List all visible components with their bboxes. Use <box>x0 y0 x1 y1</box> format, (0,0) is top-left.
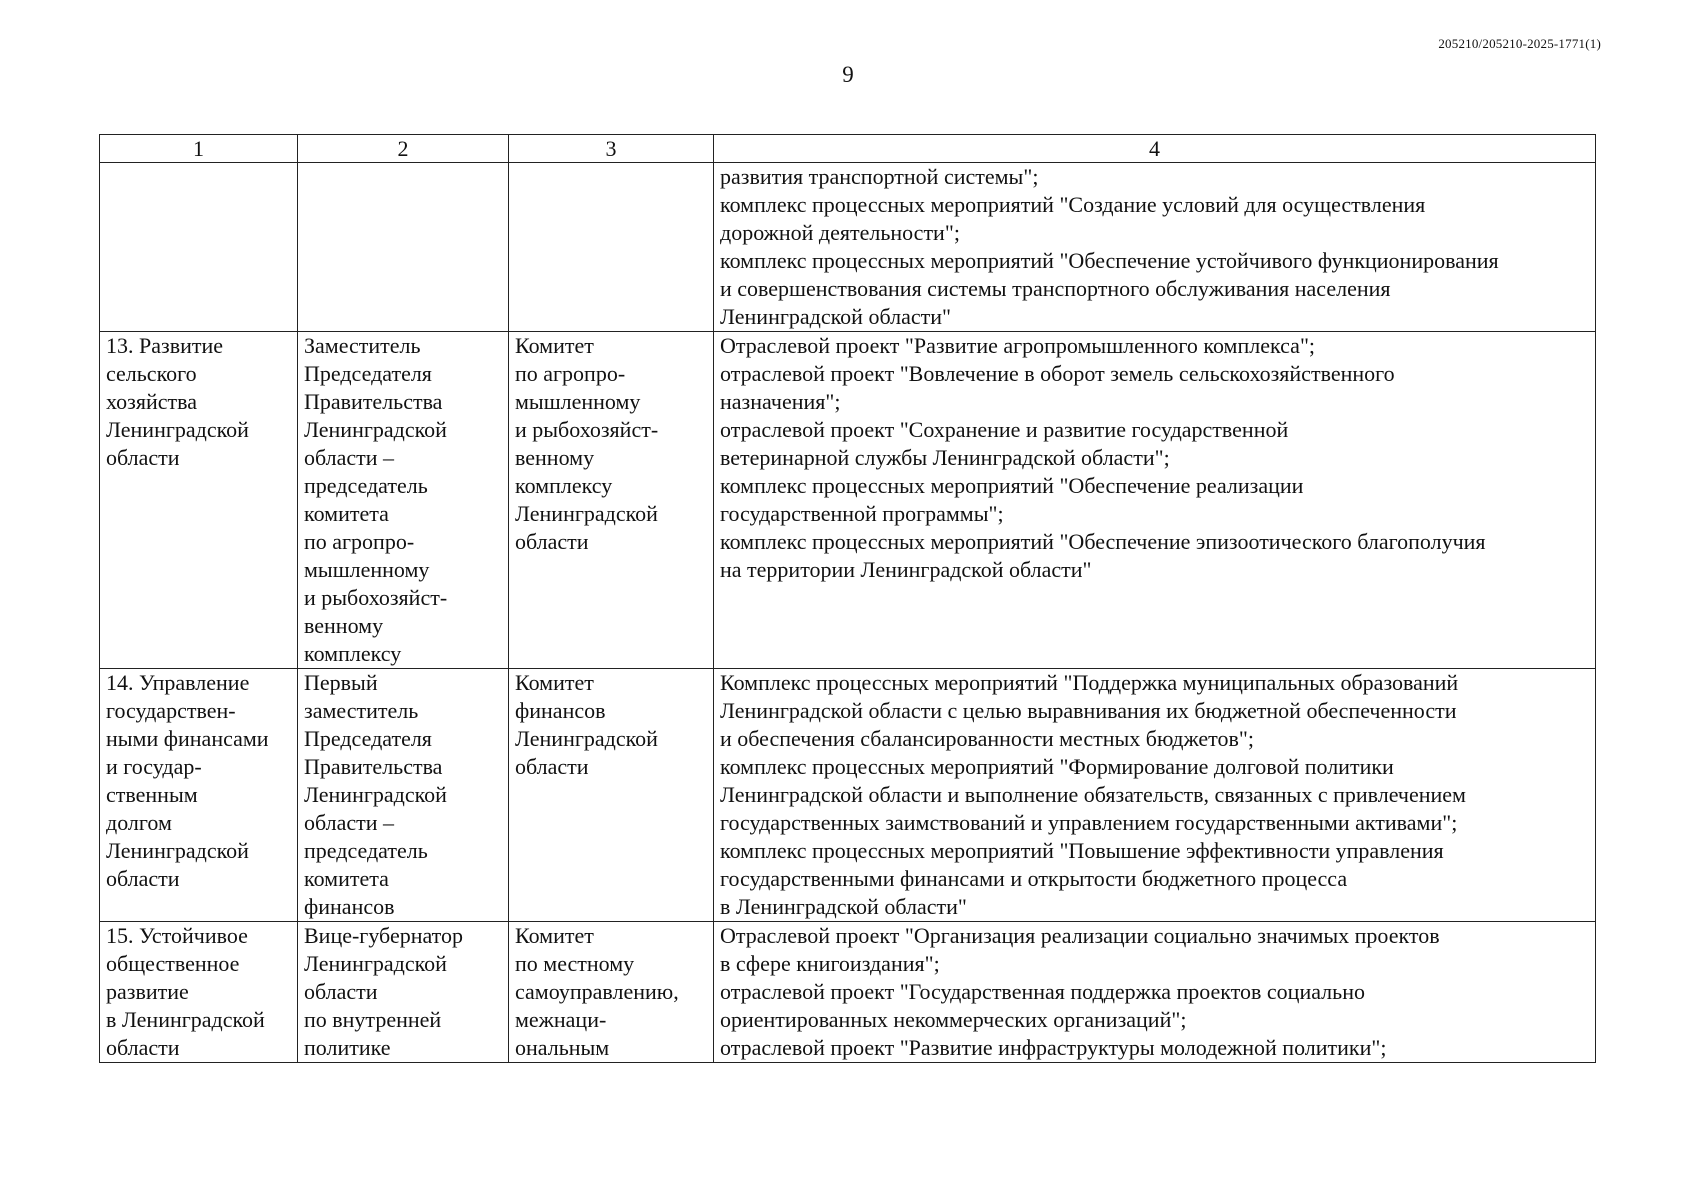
cell-text-line: Ленинградской <box>304 782 447 807</box>
executor-cell <box>509 332 714 669</box>
cell-text-line: Правительства <box>304 389 443 414</box>
cell-text-line: Отраслевой проект "Развитие агропромышленного комплекса"; <box>720 333 1316 358</box>
cell-text-line: отраслевой проект "Государственная поддержка проектов социально <box>720 979 1365 1004</box>
program-name-cell <box>100 163 298 332</box>
cell-text-line: области – <box>304 445 395 470</box>
cell-text-line: и государ- <box>106 754 202 779</box>
page-number: 9 <box>842 62 854 87</box>
cell-text-line: Ленинградской области" <box>720 304 951 329</box>
cell-text-line: Комитет <box>515 923 594 948</box>
cell-text-line: Комитет <box>515 333 594 358</box>
table-row <box>100 163 1596 332</box>
cell-text-line: ветеринарной службы Ленинградской области"; <box>720 445 1170 470</box>
cell-text-line: Председателя <box>304 726 432 751</box>
cell-text-line: сельского <box>106 361 197 386</box>
cell-text-line: области <box>304 979 378 1004</box>
table-body <box>100 163 1596 1063</box>
programs-table <box>99 134 1596 1063</box>
cell-text-line: Ленинградской <box>304 951 447 976</box>
cell-text-line: Ленинградской <box>304 417 447 442</box>
column-header-2: 2 <box>298 135 509 163</box>
cell-text-line: по внутренней <box>304 1007 442 1032</box>
cell-text-line: в Ленинградской области" <box>720 894 967 919</box>
cell-text-line: дорожной деятельности"; <box>720 220 960 245</box>
cell-text-line: области <box>515 529 589 554</box>
cell-text-line: отраслевой проект "Развитие инфраструктуры молодежной политики"; <box>720 1035 1387 1060</box>
cell-text-line: Комитет <box>515 670 594 695</box>
cell-text-line: в сфере книгоиздания"; <box>720 951 940 976</box>
cell-text-line: на территории Ленинградской области" <box>720 557 1092 582</box>
cell-text-line: государственными финансами и открытости бюджетного процесса <box>720 866 1348 891</box>
cell-text-line: мышленному <box>304 557 430 582</box>
cell-text-line: развитие <box>106 979 189 1004</box>
column-header-1: 1 <box>100 135 298 163</box>
cell-text-line: комплекс процессных мероприятий "Создание условий для осуществления <box>720 192 1426 217</box>
cell-text-line: венному <box>304 613 384 638</box>
cell-text-line: мышленному <box>515 389 641 414</box>
cell-text-line: венному <box>515 445 595 470</box>
cell-text-line: Ленинградской <box>106 838 249 863</box>
cell-text-line: и рыбохозяйст- <box>304 585 448 610</box>
cell-text-line: ональным <box>515 1035 610 1060</box>
cell-text-line: 15. Устойчивое <box>106 923 248 948</box>
cell-text-line: области <box>515 754 589 779</box>
cell-text-line: заместитель <box>304 698 419 723</box>
column-header-4: 4 <box>714 135 1596 163</box>
cell-text-line: отраслевой проект "Сохранение и развитие государственной <box>720 417 1289 442</box>
structural-elements-cell <box>714 163 1596 332</box>
column-header-3: 3 <box>509 135 714 163</box>
cell-text-line: и совершенствования системы транспортного обслуживания населения <box>720 276 1391 301</box>
cell-text-line: комплексу <box>304 641 402 666</box>
cell-text-line: Ленинградской области и выполнение обязательств, связанных с привлечением <box>720 782 1466 807</box>
cell-text-line: межнаци- <box>515 1007 607 1032</box>
cell-text-line: области <box>106 1035 180 1060</box>
cell-text-line: по местному <box>515 951 635 976</box>
executor-cell <box>509 163 714 332</box>
cell-text-line: ными финансами <box>106 726 269 751</box>
cell-text-line: комплекс процессных мероприятий "Формирование долговой политики <box>720 754 1394 779</box>
cell-text-line: Председателя <box>304 361 432 386</box>
cell-text-line: председатель <box>304 838 428 863</box>
cell-text-line: комплексу <box>515 473 613 498</box>
cell-text-line: Ленинградской <box>515 501 658 526</box>
cell-text-line: Ленинградской <box>106 417 249 442</box>
cell-text-line: Отраслевой проект "Организация реализации социально значимых проектов <box>720 923 1440 948</box>
structural-elements-cell <box>714 922 1596 1063</box>
cell-text-line: области – <box>304 810 395 835</box>
cell-text-line: и обеспечения сбалансированности местных бюджетов"; <box>720 726 1254 751</box>
cell-text-line: хозяйства <box>106 389 197 414</box>
cell-text-line: Вице-губернатор <box>304 923 464 948</box>
cell-text-line: развития транспортной системы"; <box>720 164 1039 189</box>
cell-text-line: Первый <box>304 670 378 695</box>
cell-text-line: Заместитель <box>304 333 421 358</box>
cell-text-line: государствен- <box>106 698 236 723</box>
table-row <box>100 922 1596 1063</box>
responsible-official-cell <box>298 922 509 1063</box>
cell-text-line: государственных заимствований и управлением государственными активами"; <box>720 810 1458 835</box>
program-name-cell <box>100 332 298 669</box>
cell-text-line: самоуправлению, <box>515 979 679 1004</box>
executor-cell <box>509 922 714 1063</box>
cell-text-line: 13. Развитие <box>106 333 224 358</box>
cell-text-line: комплекс процессных мероприятий "Обеспечение реализации <box>720 473 1304 498</box>
cell-text-line: по агропро- <box>304 529 415 554</box>
cell-text-line: Ленинградской <box>515 726 658 751</box>
table-header-row <box>100 135 1596 163</box>
cell-text-line: назначения"; <box>720 389 841 414</box>
cell-text-line: комитета <box>304 501 389 526</box>
structural-elements-cell <box>714 669 1596 922</box>
cell-text-line: ориентированных некоммерческих организаций"; <box>720 1007 1187 1032</box>
cell-text-line: отраслевой проект "Вовлечение в оборот земель сельскохозяйственного <box>720 361 1395 386</box>
responsible-official-cell <box>298 163 509 332</box>
program-name-cell <box>100 922 298 1063</box>
cell-text-line: председатель <box>304 473 428 498</box>
cell-text-line: области <box>106 866 180 891</box>
cell-text-line: комплекс процессных мероприятий "Обеспечение устойчивого функционирования <box>720 248 1499 273</box>
cell-text-line: финансов <box>515 698 606 723</box>
cell-text-line: по агропро- <box>515 361 626 386</box>
cell-text-line: комитета <box>304 866 389 891</box>
cell-text-line: ственным <box>106 782 198 807</box>
cell-text-line: 14. Управление <box>106 670 250 695</box>
cell-text-line: общественное <box>106 951 240 976</box>
cell-text-line: политике <box>304 1035 391 1060</box>
cell-text-line: Правительства <box>304 754 443 779</box>
document-id: 205210/205210-2025-1771(1) <box>1438 36 1601 51</box>
table-row <box>100 669 1596 922</box>
program-name-cell <box>100 669 298 922</box>
cell-text-line: и рыбохозяйст- <box>515 417 659 442</box>
table-row <box>100 332 1596 669</box>
cell-text-line: комплекс процессных мероприятий "Обеспечение эпизоотического благополучия <box>720 529 1486 554</box>
executor-cell <box>509 669 714 922</box>
cell-text-line: области <box>106 445 180 470</box>
responsible-official-cell <box>298 332 509 669</box>
cell-text-line: государственной программы"; <box>720 501 1004 526</box>
cell-text-line: Комплекс процессных мероприятий "Поддержка муниципальных образований <box>720 670 1459 695</box>
cell-text-line: комплекс процессных мероприятий "Повышение эффективности управления <box>720 838 1444 863</box>
cell-text-line: финансов <box>304 894 395 919</box>
cell-text-line: Ленинградской области с целью выравнивания их бюджетной обеспеченности <box>720 698 1457 723</box>
cell-text-line: долгом <box>106 810 172 835</box>
responsible-official-cell <box>298 669 509 922</box>
cell-text-line: в Ленинградской <box>106 1007 265 1032</box>
structural-elements-cell <box>714 332 1596 669</box>
